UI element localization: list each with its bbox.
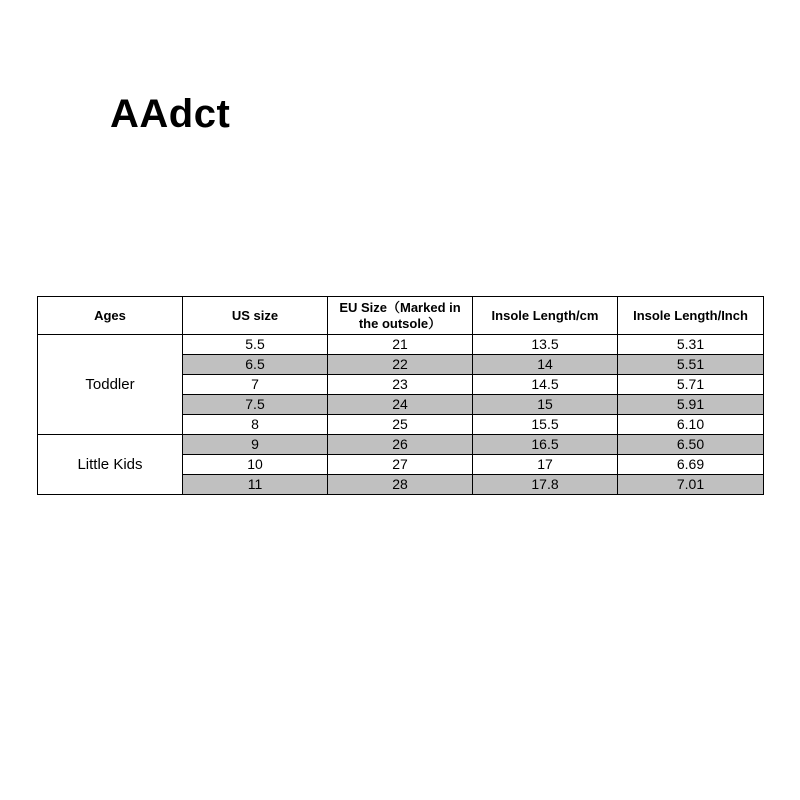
insole-inch-cell: 5.51	[618, 355, 764, 375]
insole-cm-cell: 17.8	[473, 475, 618, 495]
eu-size-cell: 21	[328, 335, 473, 355]
insole-cm-cell: 13.5	[473, 335, 618, 355]
eu-size-cell: 28	[328, 475, 473, 495]
insole-inch-cell: 6.69	[618, 455, 764, 475]
us-size-cell: 7	[183, 375, 328, 395]
table-row	[38, 435, 764, 455]
eu-size-cell: 22	[328, 355, 473, 375]
us-size-cell: 5.5	[183, 335, 328, 355]
header-insole-cm: Insole Length/cm	[473, 297, 618, 335]
header-us-size: US size	[183, 297, 328, 335]
insole-inch-cell: 6.10	[618, 415, 764, 435]
insole-inch-cell: 5.31	[618, 335, 764, 355]
insole-cm-cell: 15	[473, 395, 618, 415]
size-chart-table	[37, 296, 764, 495]
us-size-cell: 8	[183, 415, 328, 435]
brand-logo-text: AAdct	[110, 92, 231, 136]
us-size-cell: 7.5	[183, 395, 328, 415]
eu-size-cell: 26	[328, 435, 473, 455]
header-row	[38, 297, 764, 335]
table-row	[38, 335, 764, 355]
eu-size-cell: 25	[328, 415, 473, 435]
insole-inch-cell: 5.71	[618, 375, 764, 395]
insole-inch-cell: 5.91	[618, 395, 764, 415]
age-group-label: Little Kids	[38, 435, 183, 495]
header-insole-inch: Insole Length/Inch	[618, 297, 764, 335]
header-ages: Ages	[38, 297, 183, 335]
eu-size-cell: 24	[328, 395, 473, 415]
insole-cm-cell: 14.5	[473, 375, 618, 395]
us-size-cell: 10	[183, 455, 328, 475]
us-size-cell: 6.5	[183, 355, 328, 375]
insole-inch-cell: 6.50	[618, 435, 764, 455]
us-size-cell: 11	[183, 475, 328, 495]
eu-size-cell: 27	[328, 455, 473, 475]
age-group-label: Toddler	[38, 335, 183, 435]
us-size-cell: 9	[183, 435, 328, 455]
insole-cm-cell: 16.5	[473, 435, 618, 455]
insole-cm-cell: 15.5	[473, 415, 618, 435]
header-eu-size: EU Size（Marked in the outsole）	[328, 297, 473, 335]
eu-size-cell: 23	[328, 375, 473, 395]
insole-inch-cell: 7.01	[618, 475, 764, 495]
insole-cm-cell: 17	[473, 455, 618, 475]
insole-cm-cell: 14	[473, 355, 618, 375]
